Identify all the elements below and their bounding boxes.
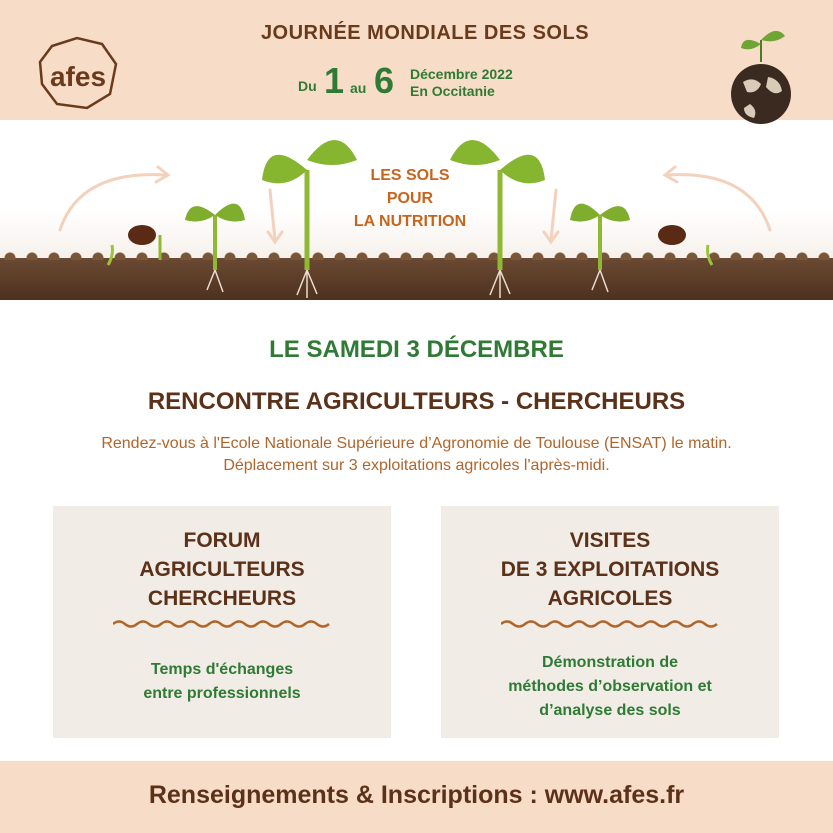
seedling-group-left <box>108 140 357 298</box>
forum-title-line-3: CHERCHEURS <box>147 587 297 610</box>
visits-subtitle-line-1: Démonstration de <box>541 654 678 671</box>
svg-text:afes: afes <box>49 61 107 92</box>
visits-title-line-2: DE 3 EXPLOITATIONS <box>500 558 720 581</box>
date-au: au <box>350 80 367 96</box>
header-banner <box>0 0 833 300</box>
visits-card <box>441 506 779 738</box>
registration-link[interactable]: Renseignements & Inscriptions : www.afes.fr <box>148 781 685 809</box>
afes-logo <box>32 34 124 114</box>
date-end-day: 6 <box>374 60 395 101</box>
forum-title-line-1: FORUM <box>183 529 261 552</box>
event-description <box>0 433 833 477</box>
date-region: En Occitanie <box>410 83 495 99</box>
date-details <box>410 66 513 100</box>
date-start-day: 1 <box>324 60 345 101</box>
forum-subtitle-line-2: entre professionnels <box>143 685 301 702</box>
visits-subtitle-line-3: d’analyse des sols <box>539 702 681 719</box>
event-description-line-2: Déplacement sur 3 exploitations agricoles l'après-midi. <box>223 457 610 474</box>
event-date-range <box>298 60 558 104</box>
theme-line-1: LES SOLS <box>370 167 450 184</box>
visits-card-subtitle <box>441 651 779 723</box>
arrow-right-curve <box>668 175 770 230</box>
date-du: Du <box>298 78 317 94</box>
visits-card-title <box>441 526 779 613</box>
visits-subtitle-line-2: méthodes d’observation et <box>508 678 712 695</box>
globe-sprout-icon <box>728 22 794 130</box>
forum-card <box>53 506 391 738</box>
theme-label <box>330 164 490 233</box>
event-title: RENCONTRE AGRICULTEURS - CHERCHEURS <box>147 388 686 415</box>
forum-subtitle-line-1: Temps d'échanges <box>150 661 294 678</box>
wave-divider <box>113 619 331 629</box>
visits-title-line-1: VISITES <box>569 529 651 552</box>
forum-card-title <box>53 526 391 613</box>
event-date: LE SAMEDI 3 DÉCEMBRE <box>269 336 564 363</box>
forum-title-line-2: AGRICULTEURS <box>139 558 305 581</box>
wave-divider <box>501 619 719 629</box>
event-series-title: JOURNÉE MONDIALE DES SOLS <box>260 22 590 44</box>
visits-title-line-3: AGRICOLES <box>547 587 673 610</box>
forum-card-subtitle <box>53 658 391 706</box>
event-description-line-1: Rendez-vous à l'Ecole Nationale Supérieure d’Agronomie de Toulouse (ENSAT) le matin. <box>101 435 732 452</box>
footer-banner <box>0 761 833 833</box>
theme-line-3: LA NUTRITION <box>353 213 467 230</box>
arrow-left-curve <box>60 175 165 230</box>
theme-line-2: POUR <box>386 190 434 207</box>
date-month-year: Décembre 2022 <box>410 66 513 82</box>
